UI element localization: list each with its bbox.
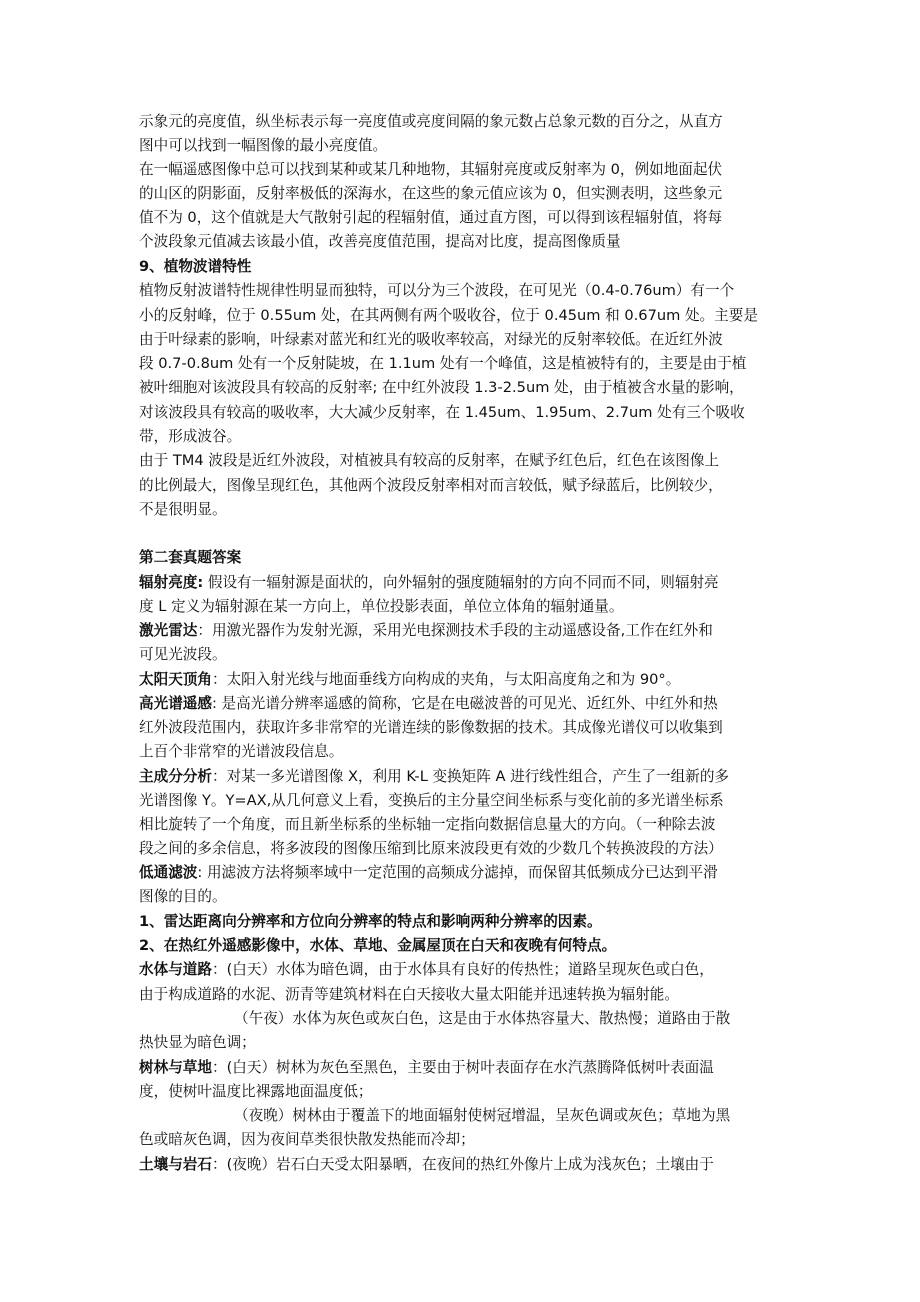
definition-lowpass (139, 861, 787, 885)
section-heading: 第二套真题答案 (139, 549, 242, 566)
definition-pca (139, 765, 787, 789)
term-label: 高光谱遥感 (139, 695, 212, 712)
term-label: 低通滤波 (139, 864, 198, 881)
item-text: ：(夜晚）岩石白天受太阳暴晒，在夜间的热红外像片上成为浅灰色；土壤由于 (211, 1156, 714, 1173)
paragraph-line: 植物反射波谱特性规律性明显而独特，可以分为三个波段，在可见光（0.4-0.76um）有一个 (139, 282, 735, 299)
definition-text: : 是高光谱分辨率遥感的简称，它是在电磁波普的可见光、近红外、中红外和热 (211, 695, 718, 712)
term-label: 激光雷达 (139, 622, 198, 639)
item-forest-grass (139, 1056, 787, 1080)
term-label: 太阳天顶角 (139, 671, 212, 688)
paragraph-line: 由于构成道路的水泥、沥青等建筑材料在白天接收大量太阳能并迅速转换为辐射能。 (139, 986, 679, 1003)
paragraph-line: 图中可以找到一幅图像的最小亮度值。 (139, 137, 388, 154)
paragraph-line: 光谱图像 Y。Y=AX,从几何意义上看，变换后的主分量空间坐标系与变化前的多光谱坐标系 (139, 792, 724, 809)
definition-zenith (139, 668, 787, 692)
paragraph-line: 红外波段范围内，获取许多非常窄的光谱连续的影像数据的技术。其成像光谱仪可以收集到 (139, 719, 723, 736)
paragraph-line: 度 L 定义为辐射源在某一方向上，单位投影表面，单位立体角的辐射通量。 (139, 598, 624, 615)
item-soil-rock (139, 1153, 787, 1177)
item-text: ：(白天）水体为暗色调，由于水体具有良好的传热性；道路呈现灰色或白色， (211, 961, 714, 978)
paragraph-line: 相比旋转了一个角度，而且新坐标系的坐标轴一定指向数据信息量大的方向。（一种除去波 (139, 816, 716, 833)
paragraph-line: 度，使树叶温度比裸露地面温度低； (139, 1083, 373, 1100)
paragraph-line: 在一幅遥感图像中总可以找到某种或某几种地物，其辐射亮度或反射率为 0，例如地面起伏 (139, 161, 723, 178)
definition-radiance (139, 571, 787, 595)
paragraph-line: 的比例最大，图像呈现红色，其他两个波段反射率相对而言较低，赋予绿蓝后，比例较少， (139, 477, 723, 494)
paragraph-line: 示象元的亮度值，纵坐标表示每一亮度值或亮度间隔的象元数占总象元数的百分之，从直方 (139, 113, 723, 130)
paragraph-line: 段 0.7-0.8um 处有一个反射陡坡，在 1.1um 处有一个峰值，这是植被特有的，主要是由于植 (139, 355, 747, 372)
term-label: 树林与草地 (139, 1059, 212, 1076)
item-text: ：(白天）树林为灰色至黑色，主要由于树叶表面存在水汽蒸腾降低树叶表面温 (211, 1059, 714, 1076)
paragraph-line: 可见光波段。 (139, 646, 227, 663)
section-heading: 9、植物波谱特性 (139, 258, 252, 275)
paragraph-line: 图像的目的。 (139, 888, 227, 905)
paragraph-line: 不是很明显。 (139, 501, 227, 518)
definition-lidar (139, 619, 787, 643)
definition-hyperspectral (139, 692, 787, 716)
term-label: 水体与道路 (139, 961, 212, 978)
paragraph-line: 由于 TM4 波段是近红外波段，对植被具有较高的反射率，在赋予红色后，红色在该图像上 (139, 452, 720, 469)
paragraph-line: 小的反射峰，位于 0.55um 处，在其两侧有两个吸收谷，位于 0.45um 和 0.67um 处。主要是 (139, 307, 758, 324)
paragraph-line: 对该波段具有较高的吸收率，大大减少反射率，在 1.45um、1.95um、2.7um 处有三个吸收 (139, 404, 745, 421)
term-label: 土壤与岩石 (139, 1156, 212, 1173)
paragraph-line-indented: （夜晚）树林由于覆盖下的地面辐射使树冠增温，呈灰色调或灰色；草地为黑 (234, 1107, 731, 1124)
paragraph-line: 色或暗灰色调，因为夜间草类很快散发热能而冷却； (139, 1131, 475, 1148)
definition-text: 假设有一辐射源是面状的，向外辐射的强度随辐射的方向不同而不同，则辐射亮 (203, 574, 719, 591)
definition-text: : 用滤波方法将频率域中一定范围的高频成分滤掉，而保留其低频成分已达到平滑 (197, 864, 718, 881)
paragraph-line: 上百个非常窄的光谱波段信息。 (139, 743, 344, 760)
paragraph-line: 热快显为暗色调； (139, 1034, 256, 1051)
paragraph-line: 值不为 0，这个值就是大气散射引起的程辐射值，通过直方图，可以得到该程辐射值，将每 (139, 209, 723, 226)
paragraph-line: 由于叶绿素的影响，叶绿素对蓝光和红光的吸收率较高，对绿光的反射率较低。在近红外波 (139, 331, 723, 348)
question-2: 2、在热红外遥感影像中，水体、草地、金属屋顶在白天和夜晚有何特点。 (139, 937, 617, 954)
paragraph-line: 个波段象元值减去该最小值，改善亮度值范围，提高对比度，提高图像质量 (139, 233, 621, 250)
paragraph-line: 带，形成波谷。 (139, 428, 242, 445)
term-label: 辐射亮度: (139, 574, 204, 591)
paragraph-line: 被叶细胞对该波段具有较高的反射率; 在中红外波段 1.3-2.5um 处，由于植被含水量的影响， (139, 379, 744, 396)
paragraph-line: 段之间的多余信息，将多波段的图像压缩到比原来波段更有效的少数几个转换波段的方法） (139, 840, 723, 857)
item-water-road (139, 958, 787, 982)
question-1: 1、雷达距离向分辨率和方位向分辨率的特点和影响两种分辨率的因素。 (139, 913, 602, 930)
paragraph-line: 的山区的阴影面，反射率极低的深海水，在这些的象元值应该为 0，但实测表明，这些象元 (139, 185, 723, 202)
definition-text: ：用激光器作为发射光源，采用光电探测技术手段的主动遥感设备,工作在红外和 (197, 622, 713, 639)
definition-text: ：太阳入射光线与地面垂线方向构成的夹角，与太阳高度角之和为 90°。 (211, 671, 681, 688)
definition-text: ：对某一多光谱图像 X，利用 K-L 变换矩阵 A 进行线性组合，产生了一组新的多 (211, 768, 730, 785)
term-label: 主成分分析 (139, 768, 212, 785)
paragraph-line-indented: （午夜）水体为灰色或灰白色，这是由于水体热容量大、散热慢；道路由于散 (234, 1010, 731, 1027)
